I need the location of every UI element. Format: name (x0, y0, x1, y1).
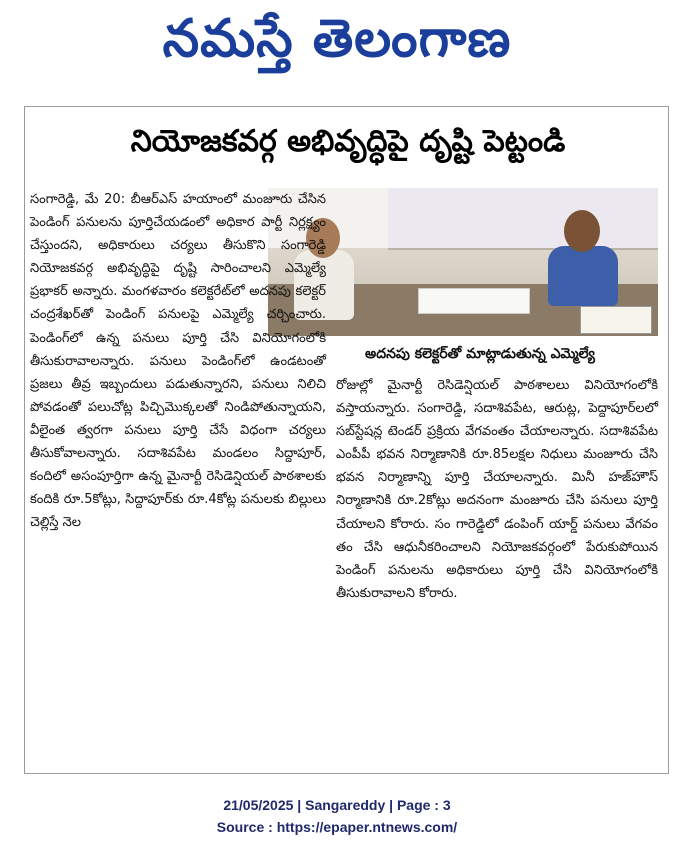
article-column-right (336, 374, 658, 605)
footer-source: Source : https://epaper.ntnews.com/ (216, 819, 458, 835)
article-column-left (30, 188, 326, 534)
article-border-left (24, 106, 25, 774)
page-footer (0, 794, 674, 838)
footer-meta: 21/05/2025 | Sangareddy | Page : 3 (223, 797, 451, 813)
photo-nameplate (580, 306, 652, 334)
photo-wall-map (388, 188, 658, 250)
article-headline: నియోజకవర్గ అభివృద్ధిపై దృష్టి పెట్టండి (130, 124, 566, 159)
article-border-bottom (24, 773, 669, 774)
photo-person-right (548, 246, 618, 306)
photo-caption: అదనపు కలెక్టర్‌తో మాట్లాడుతున్న ఎమ్మెల్యే (365, 346, 595, 362)
article-body-left: సంగారెడ్డి, మే 20: బీఆర్ఎస్ హయాంలో మంజూరు చేసిన పెండింగ్ పనులను పూర్తిచేయడంలో అధికార పార్టీ నిర్లక్ష్యం చేస్తుందని, అధికారులు చర్యలు తీసుకొని సంగారెడ్డి నియోజకవర్గ అభివృద్ధిపై దృష్టి సారించాలని ఎమ్మెల్యే ప్రభాకర్ అన్నారు. మంగళవారం కలెక్టరేట్‌లో అదనపు కలెక్టర్ చంద్రశేఖర్‌తో పెండింగ్ పనులపై ఎమ్మెల్యే చర్చించారు. పెండింగ్‌లో ఉన్న పనులు పూర్తి చేసి వినియోగంలోకి తీసుకురావాలన్నారు. పనులు పెండింగ్‌లో ఉండటంతో ప్రజలు తీవ్ర ఇబ్బందులు పడుతున్నారని, పనులు నిలిచి పోవడంతో పలుచోట్ల పిచ్చిమొక్కలతో నిండిపోతున్నాయని, వీలైంత త్వరగా పనులు పూర్తి చేసే విధంగా చర్యలు తీసుకోవాలన్నారు. సదాశివపేట మండలం సిద్దాపూర్, కందిలో అసంపూర్తిగా ఉన్న మైనార్టీ రెసిడెన్షియల్ పాఠశాలకు కందికి రూ.5కోట్లు, సిద్దాపూర్‌కు రూ.4కోట్ల పనులకు బిల్లులు చెల్లిస్తే నెల (30, 192, 326, 531)
photo-papers (418, 288, 530, 314)
article-border-right (668, 106, 669, 774)
article-body-right: రోజుల్లో మైనార్టీ రెసిడెన్షియల్ పాఠశాలలు వినియోగంలోకి వస్తాయన్నారు. సంగారెడ్డి, సదాశివపేట, ఆరుట్ల, పెద్దాపూర్‌లలో సబ్‌స్టేషన్ల టెండర్ ప్రక్రియ వేగవంతం చేయాలన్నారు. సదాశివపేట ఎంపీపీ భవన నిర్మాణానికి రూ.85లక్షల నిధులు మంజూరు చేసి భవన నిర్మాణాన్ని పూర్తి చేయాలన్నారు. మినీ హజ్‌హౌస్ నిర్మాణానికి రూ.2కోట్లు అదనంగా మంజూరు చేసి పనులు పూర్తి చేయాలని కోరారు. సం గారెడ్డిలో డంపింగ్ యార్డ్ పనులు వేగవం తం చేసి ఆధునీకరించాలని నియోజకవర్గంలో పేరుకుపోయిన పెండింగ్ పనులను అధికారులు పూర్తి చేసి వినియోగంలోకి తీసుకురావాలని కోరారు. (336, 378, 658, 601)
newspaper-masthead: నమస్తే తెలంగాణ (162, 8, 512, 69)
article-photo (268, 188, 658, 336)
photo-person-right-head (564, 210, 600, 252)
article-border-top (24, 106, 669, 107)
